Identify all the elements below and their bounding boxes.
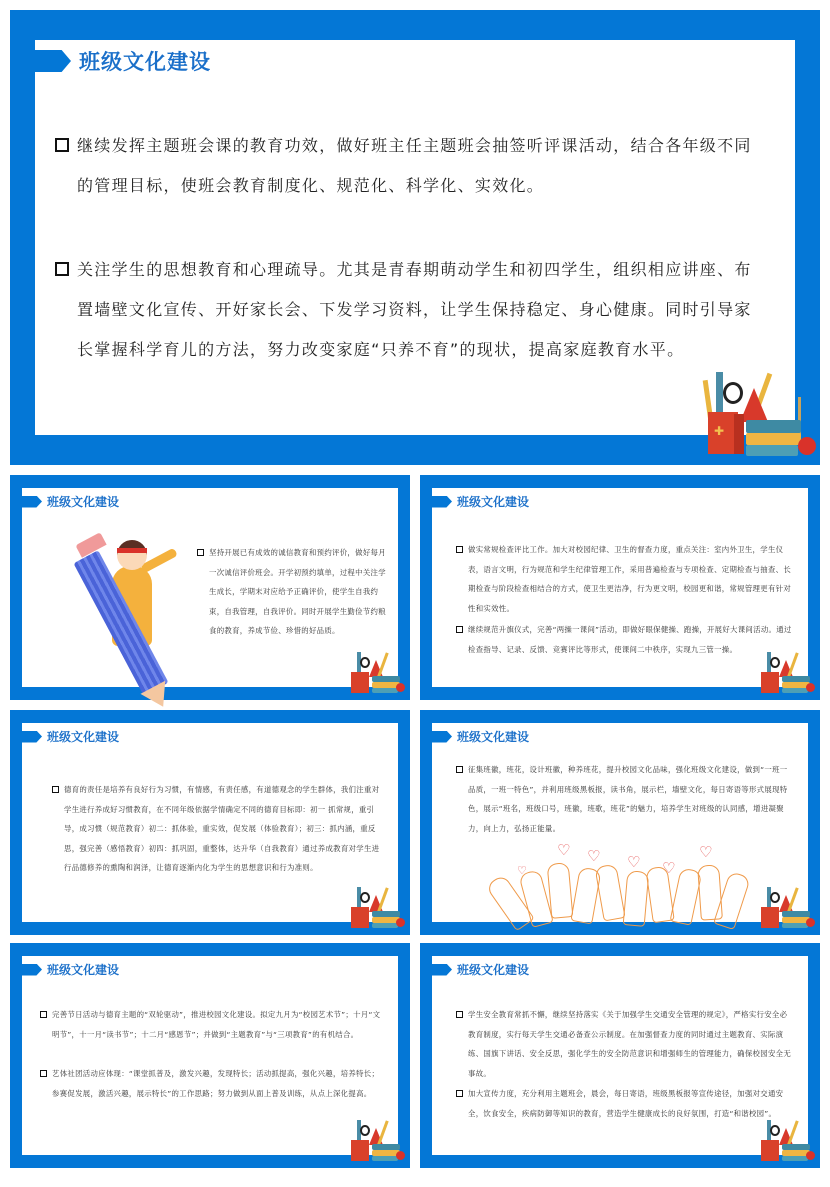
slide-title: 班级文化建设: [457, 495, 530, 509]
slide-header: [432, 963, 529, 976]
paragraph-text: 完善节日活动与德育主题的“双轮驱动”，推进校园文化建设。拟定九月为“校园艺术节”；十月“文明节”，十一月“读书节”；十二月“感恩节”；并做到“主题教育”与“三项教育”的有机结合。: [52, 1010, 381, 1039]
paragraph-text: 学生安全教育常抓不懈，继续坚持落实《关于加强学生交通安全管理的规定》，严格实行安全必教育制度，实行每天学生交通必备查公示制度。在加强督查力度的同时通过主题教育、实际演练、国旗下讲话、安全反思，强化学生的安全防范意识和增强师生的管理能力，确保校园安全无事故。: [468, 1010, 792, 1078]
slide-7: [420, 943, 820, 1168]
paragraph-text: 艺体社团活动应体现：“课堂抓普及，激发兴趣，发现特长；活动抓提高，强化兴趣，培养特长；参赛促发展，激活兴趣，展示特长”的工作思路；努力做到从面上普及训练，从点上深化提高。: [52, 1069, 380, 1098]
slide-5: [420, 710, 820, 935]
bullet-paragraph: [52, 1005, 382, 1044]
square-bullet-icon: [456, 1090, 463, 1097]
slide-header: [22, 730, 119, 743]
square-bullet-icon: [456, 1011, 463, 1018]
paragraph-text: 坚持开展已有成效的诚信教育和预约评价，做好每月一次诚信评价班会。开学初预约填单，过程中关注学生成长，学期末对应给予正确评价，使学生自我约束，自我管理，自我评价。同时开展学生勤俭节约粮食的教育，养成节俭、珍惜的好品质。: [209, 548, 386, 635]
paragraph-text: 征集班徽，班花，设计班徽，种养班花，提升校园文化品味，强化班级文化建设，做到“一班一品质，一班一特色”，并利用班级黑板报，读书角，展示栏，墙壁文化，每日寄语等形式展现特色，展示“班名，班级口号，班徽，班歌，班花”的魅力，培养学生对班级的认同感，增进凝聚力，向上力，弘扬正能量。: [468, 765, 788, 833]
square-bullet-icon: [40, 1070, 47, 1077]
slide-header: [22, 963, 119, 976]
square-bullet-icon: [55, 262, 69, 276]
school-supplies-icon: [758, 652, 813, 694]
arrow-tab-icon: [35, 50, 71, 72]
slide-header: [432, 730, 529, 743]
square-bullet-icon: [40, 1011, 47, 1018]
square-bullet-icon: [55, 138, 69, 152]
slide-title: 班级文化建设: [47, 963, 120, 977]
slide-header: [22, 495, 119, 508]
arrow-tab-icon: [22, 496, 42, 508]
square-bullet-icon: [52, 786, 59, 793]
slide-title: 班级文化建设: [457, 963, 530, 977]
slide-header: [35, 50, 211, 72]
slide-content-area: [432, 956, 808, 1155]
slide-2: [10, 475, 410, 700]
slide-content-area: [35, 40, 795, 435]
paragraph-text: 关注学生的思想教育和心理疏导。尤其是青春期萌动学生和初四学生，组织相应讲座、布置墙壁文化宣传、开好家长会、下发学习资料，让学生保持稳定、身心健康。同时引导家长掌握科学育儿的方法，努力改变家庭“只养不育”的现状，提高家庭教育水平。: [77, 260, 752, 359]
slide-content-area: [432, 723, 808, 922]
slide-title: 班级文化建设: [457, 730, 530, 744]
paragraph-text: 继续发挥主题班会课的教育功效，做好班主任主题班会抽签听评课活动，结合各年级不同的管理目标，使班会教育制度化、规范化、科学化、实效化。: [77, 136, 752, 195]
school-supplies-icon: [758, 887, 813, 929]
slide-4: [10, 710, 410, 935]
paragraph-text: 加大宣传力度，充分利用主题班会，晨会，每日寄语，班级黑板报等宣传途径，加强对交通安全，饮食安全，疾病防御等知识的教育，营造学生健康成长的良好氛围，打造“和谐校园”。: [468, 1089, 784, 1118]
school-supplies-icon: [348, 1120, 403, 1162]
paragraph-text: 德育的责任是培养有良好行为习惯，有情感，有责任感，有道德观念的学生群体，我们注重对学生进行养成好习惯教育，在不同年级依据学情确定不同的德育目标即：初一 抓常规，重引导，成习惯（规范教育）初二：抓体验，重实效，促发展（体验教育）；初三：抓内涵，重反思，强完善（感悟教育）初四：抓巩固，重整体，达升华（自我教育）通过养成教育对学生进行品德修养的熏陶和润泽，让德育逐渐内化为学生的思想意识和行为准则。: [64, 785, 380, 872]
square-bullet-icon: [456, 766, 463, 773]
bullet-paragraph: [77, 250, 755, 370]
bullet-paragraph: [468, 620, 793, 659]
slide-content-area: [22, 723, 398, 922]
slide-6: [10, 943, 410, 1168]
school-supplies-icon: ✚: [698, 372, 808, 457]
square-bullet-icon: [197, 549, 204, 556]
bullet-paragraph: [209, 543, 391, 641]
slide-title: 班级文化建设: [79, 50, 211, 74]
arrow-tab-icon: [432, 731, 452, 743]
paragraph-text: 做实常规检查评比工作。加大对校园纪律、卫生的督查力度，重点关注：室内外卫生，学生仪表，语言文明，行为规范和学生纪律管理工作，采用普遍检查与专项检查、定期检查与抽查、长期检查与阶段检查相结合的方式，使卫生更洁净，行为更文明，校园更和谐，常规管理更有针对性和实效性。: [468, 545, 792, 613]
slide-content-area: [22, 956, 398, 1155]
slide-3: [420, 475, 820, 700]
school-supplies-icon: [348, 652, 403, 694]
slide-1-main: [10, 10, 820, 465]
slide-title: 班级文化建设: [47, 730, 120, 744]
slide-header: [432, 495, 529, 508]
arrow-tab-icon: [432, 496, 452, 508]
square-bullet-icon: [456, 626, 463, 633]
bullet-paragraph: [64, 780, 384, 878]
bullet-paragraph: [468, 1005, 793, 1083]
slide-content-area: [22, 488, 398, 687]
bullet-paragraph: [77, 126, 755, 206]
bullet-paragraph: [468, 540, 793, 618]
arrow-tab-icon: [432, 964, 452, 976]
slide-content-area: [432, 488, 808, 687]
school-supplies-icon: [348, 887, 403, 929]
bullet-paragraph: [468, 1084, 793, 1123]
raised-hands-with-hearts-illustration: ♡ ♡ ♡ ♡ ♡ ♡: [487, 843, 737, 923]
square-bullet-icon: [456, 546, 463, 553]
slide-title: 班级文化建设: [47, 495, 120, 509]
bullet-paragraph: [468, 760, 788, 838]
arrow-tab-icon: [22, 731, 42, 743]
arrow-tab-icon: [22, 964, 42, 976]
bullet-paragraph: [52, 1064, 382, 1103]
school-supplies-icon: [758, 1120, 813, 1162]
paragraph-text: 继续规范升旗仪式，完善“两操一课间”活动，即做好眼保健操、跑操，开展好大课间活动。通过检查指导、记录、反馈、竞赛评比等形式，使课间二中秩序，实现九三管一操。: [468, 625, 792, 654]
